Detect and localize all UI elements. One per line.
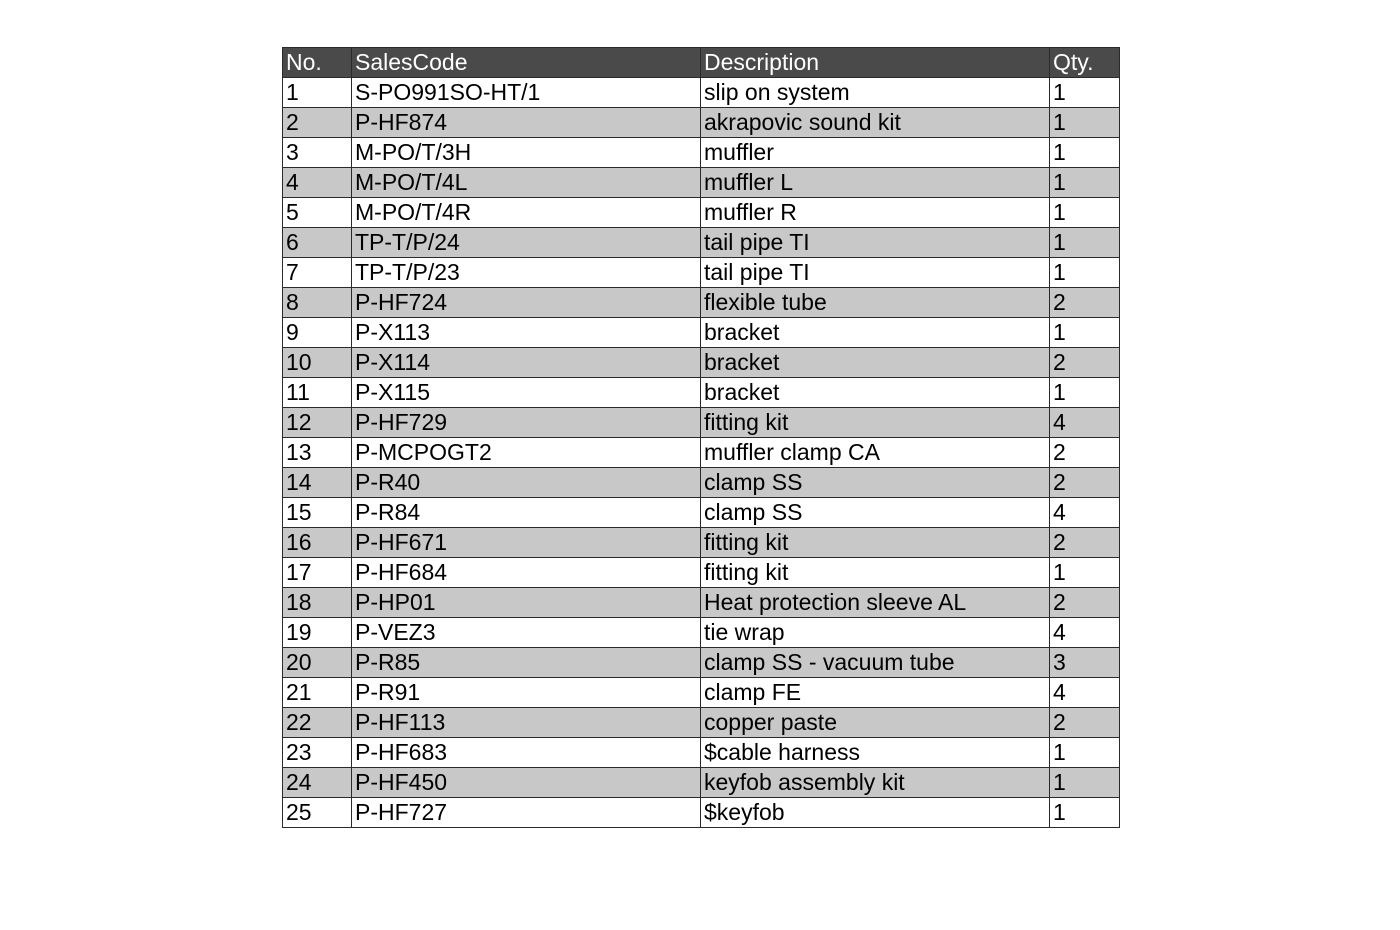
cell-no: 16 [283, 528, 352, 558]
cell-description: clamp SS [701, 468, 1050, 498]
cell-no: 23 [283, 738, 352, 768]
cell-description: bracket [701, 378, 1050, 408]
cell-no: 22 [283, 708, 352, 738]
cell-qty: 1 [1050, 138, 1120, 168]
table-row [283, 498, 1120, 528]
cell-qty: 1 [1050, 228, 1120, 258]
cell-description: tail pipe TI [701, 228, 1050, 258]
table-row [283, 678, 1120, 708]
table-row [283, 738, 1120, 768]
table-body [283, 78, 1120, 828]
cell-qty: 4 [1050, 618, 1120, 648]
cell-sales-code: P-VEZ3 [352, 618, 701, 648]
cell-qty: 1 [1050, 798, 1120, 828]
cell-description: clamp SS - vacuum tube [701, 648, 1050, 678]
cell-qty: 1 [1050, 378, 1120, 408]
header-row [283, 48, 1120, 78]
cell-sales-code: P-R40 [352, 468, 701, 498]
cell-qty: 1 [1050, 318, 1120, 348]
cell-description: muffler R [701, 198, 1050, 228]
cell-description: muffler L [701, 168, 1050, 198]
table-row [283, 558, 1120, 588]
cell-no: 1 [283, 78, 352, 108]
table-row [283, 798, 1120, 828]
table-row [283, 468, 1120, 498]
cell-sales-code: TP-T/P/23 [352, 258, 701, 288]
cell-description: Heat protection sleeve AL [701, 588, 1050, 618]
cell-sales-code: P-X113 [352, 318, 701, 348]
cell-sales-code: P-X115 [352, 378, 701, 408]
cell-qty: 1 [1050, 558, 1120, 588]
table-row [283, 228, 1120, 258]
cell-no: 10 [283, 348, 352, 378]
parts-list-table [282, 47, 1120, 828]
table-row [283, 768, 1120, 798]
cell-description: muffler clamp CA [701, 438, 1050, 468]
cell-sales-code: P-MCPOGT2 [352, 438, 701, 468]
cell-sales-code: P-HF683 [352, 738, 701, 768]
cell-no: 15 [283, 498, 352, 528]
cell-qty: 4 [1050, 678, 1120, 708]
cell-no: 20 [283, 648, 352, 678]
cell-qty: 1 [1050, 78, 1120, 108]
cell-sales-code: P-X114 [352, 348, 701, 378]
cell-description: tail pipe TI [701, 258, 1050, 288]
table-row [283, 648, 1120, 678]
cell-no: 12 [283, 408, 352, 438]
table-row [283, 138, 1120, 168]
cell-no: 9 [283, 318, 352, 348]
cell-sales-code: S-PO991SO-HT/1 [352, 78, 701, 108]
cell-description: clamp FE [701, 678, 1050, 708]
cell-description: fitting kit [701, 408, 1050, 438]
cell-qty: 1 [1050, 258, 1120, 288]
cell-description: flexible tube [701, 288, 1050, 318]
cell-qty: 4 [1050, 498, 1120, 528]
table-row [283, 378, 1120, 408]
cell-description: tie wrap [701, 618, 1050, 648]
table-row [283, 408, 1120, 438]
cell-no: 19 [283, 618, 352, 648]
cell-qty: 1 [1050, 198, 1120, 228]
cell-qty: 2 [1050, 708, 1120, 738]
cell-qty: 3 [1050, 648, 1120, 678]
table-row [283, 258, 1120, 288]
cell-description: bracket [701, 318, 1050, 348]
cell-description: slip on system [701, 78, 1050, 108]
cell-sales-code: P-HF671 [352, 528, 701, 558]
cell-sales-code: M-PO/T/4R [352, 198, 701, 228]
table-header [283, 48, 1120, 78]
table-row [283, 108, 1120, 138]
cell-description: bracket [701, 348, 1050, 378]
cell-description: copper paste [701, 708, 1050, 738]
cell-sales-code: M-PO/T/3H [352, 138, 701, 168]
table-row [283, 288, 1120, 318]
cell-no: 5 [283, 198, 352, 228]
column-header-no: No. [283, 48, 352, 78]
cell-sales-code: P-HF450 [352, 768, 701, 798]
cell-no: 14 [283, 468, 352, 498]
cell-no: 24 [283, 768, 352, 798]
cell-no: 6 [283, 228, 352, 258]
cell-sales-code: P-HF684 [352, 558, 701, 588]
table-row [283, 438, 1120, 468]
cell-no: 2 [283, 108, 352, 138]
cell-qty: 2 [1050, 528, 1120, 558]
cell-qty: 1 [1050, 108, 1120, 138]
cell-no: 17 [283, 558, 352, 588]
column-header-sales-code: SalesCode [352, 48, 701, 78]
table-row [283, 348, 1120, 378]
cell-qty: 2 [1050, 438, 1120, 468]
cell-description: $cable harness [701, 738, 1050, 768]
cell-qty: 2 [1050, 288, 1120, 318]
table-row [283, 708, 1120, 738]
cell-no: 4 [283, 168, 352, 198]
cell-description: keyfob assembly kit [701, 768, 1050, 798]
cell-sales-code: P-HF874 [352, 108, 701, 138]
cell-no: 11 [283, 378, 352, 408]
cell-sales-code: P-HP01 [352, 588, 701, 618]
cell-qty: 2 [1050, 348, 1120, 378]
cell-sales-code: TP-T/P/24 [352, 228, 701, 258]
cell-no: 21 [283, 678, 352, 708]
cell-no: 18 [283, 588, 352, 618]
cell-no: 25 [283, 798, 352, 828]
cell-description: $keyfob [701, 798, 1050, 828]
cell-sales-code: P-R85 [352, 648, 701, 678]
cell-qty: 2 [1050, 468, 1120, 498]
cell-no: 7 [283, 258, 352, 288]
cell-description: fitting kit [701, 558, 1050, 588]
cell-description: akrapovic sound kit [701, 108, 1050, 138]
table-row [283, 528, 1120, 558]
cell-sales-code: P-HF724 [352, 288, 701, 318]
cell-sales-code: P-HF727 [352, 798, 701, 828]
cell-qty: 1 [1050, 168, 1120, 198]
cell-no: 8 [283, 288, 352, 318]
column-header-qty: Qty. [1050, 48, 1120, 78]
cell-no: 3 [283, 138, 352, 168]
column-header-description: Description [701, 48, 1050, 78]
cell-no: 13 [283, 438, 352, 468]
cell-description: muffler [701, 138, 1050, 168]
table-row [283, 618, 1120, 648]
cell-qty: 4 [1050, 408, 1120, 438]
cell-sales-code: P-R84 [352, 498, 701, 528]
cell-sales-code: P-HF729 [352, 408, 701, 438]
cell-sales-code: P-HF113 [352, 708, 701, 738]
cell-qty: 1 [1050, 738, 1120, 768]
cell-qty: 1 [1050, 768, 1120, 798]
table-row [283, 168, 1120, 198]
cell-sales-code: M-PO/T/4L [352, 168, 701, 198]
cell-description: fitting kit [701, 528, 1050, 558]
table-row [283, 198, 1120, 228]
cell-qty: 2 [1050, 588, 1120, 618]
cell-sales-code: P-R91 [352, 678, 701, 708]
table-row [283, 78, 1120, 108]
table-row [283, 588, 1120, 618]
cell-description: clamp SS [701, 498, 1050, 528]
table-row [283, 318, 1120, 348]
